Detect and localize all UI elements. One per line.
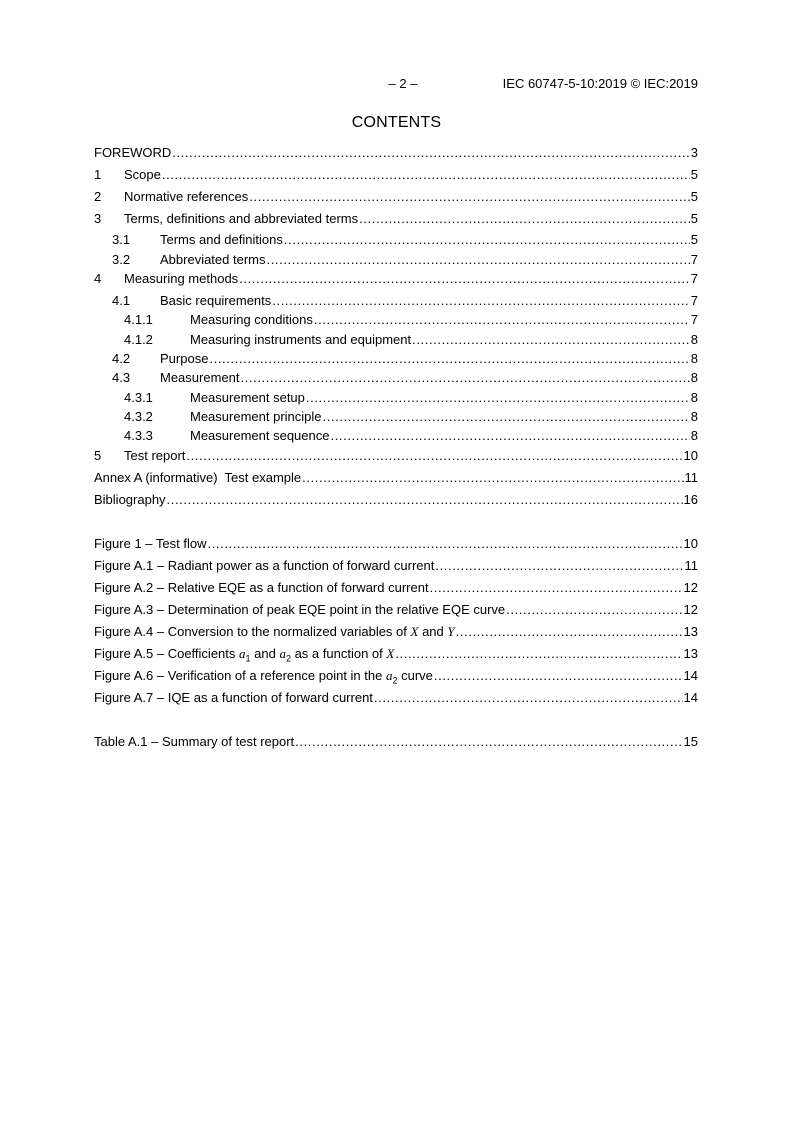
dot-leader	[249, 188, 689, 206]
toc-entry-measuring-conditions[interactable]	[124, 311, 698, 329]
dot-leader	[435, 557, 683, 575]
dot-leader	[359, 210, 690, 228]
dot-leader	[323, 408, 690, 426]
toc-page: 7	[690, 293, 698, 308]
label-text: Figure A.5 – Coefficients	[94, 646, 240, 661]
toc-label: Abbreviated terms	[160, 252, 266, 267]
toc-number: 4.1	[112, 293, 131, 308]
toc-entry-purpose[interactable]	[112, 350, 698, 368]
toc-page: 13	[683, 624, 698, 639]
toc-number: 4	[94, 271, 102, 286]
dot-leader	[306, 389, 690, 407]
toc-page: 5	[690, 189, 698, 204]
subscript: 2	[392, 675, 398, 686]
dot-leader	[172, 144, 689, 162]
toc-entry-measuring-methods[interactable]	[94, 270, 698, 288]
label-text: Figure A.6 – Verification of a reference point in the	[94, 668, 386, 683]
toc-number: 3.2	[112, 252, 131, 267]
toc-label	[94, 645, 394, 668]
toc-number: 1	[94, 167, 102, 182]
toc-number: 4.3.2	[124, 409, 153, 424]
dot-leader	[240, 369, 689, 387]
toc-page: 5	[690, 211, 698, 226]
dot-leader	[434, 667, 683, 685]
dot-leader	[506, 601, 682, 619]
toc-entry-scope[interactable]	[94, 166, 698, 184]
dot-leader	[162, 166, 690, 184]
variable-x: X	[410, 624, 419, 639]
toc-label: Table A.1 – Summary of test report	[94, 734, 295, 749]
toc-number: 4.3.3	[124, 428, 153, 443]
contents-title: CONTENTS	[351, 114, 442, 131]
toc-label: Measurement sequence	[190, 428, 330, 443]
toc-page: 11	[684, 470, 698, 485]
toc-entry-measurement-sequence[interactable]	[124, 427, 698, 445]
toc-label: Measuring conditions	[190, 312, 313, 327]
subscript: 1	[245, 653, 251, 664]
variable-x: X	[386, 646, 395, 661]
toc-label: Figure A.1 – Radiant power as a function of forward current	[94, 558, 435, 573]
toc-entry-normative-references[interactable]	[94, 188, 698, 206]
dot-leader	[267, 251, 690, 269]
toc-entry-terms-definitions[interactable]	[112, 231, 698, 249]
toc-number: 4.1.2	[124, 332, 153, 347]
toc-entry-figure-a2[interactable]	[94, 579, 698, 597]
toc-entry-measuring-instruments[interactable]	[124, 331, 698, 349]
toc-page: 10	[683, 448, 698, 463]
toc-page: 5	[690, 232, 698, 247]
variable-y: Y	[447, 624, 455, 639]
toc-page: 8	[690, 351, 698, 366]
toc-label: Purpose	[160, 351, 209, 366]
toc-number: 5	[94, 448, 102, 463]
toc-entry-figure-a7[interactable]	[94, 689, 698, 707]
toc-page: 14	[683, 668, 698, 683]
toc-entry-measurement-setup[interactable]	[124, 389, 698, 407]
toc-page: 7	[690, 312, 698, 327]
toc-label: Figure A.7 – IQE as a function of forward current	[94, 690, 373, 705]
toc-label: Measuring methods	[124, 271, 239, 286]
toc-entry-measurement-principle[interactable]	[124, 408, 698, 426]
toc-page: 3	[690, 145, 698, 160]
dot-leader	[167, 491, 683, 509]
toc-entry-foreword[interactable]	[94, 144, 698, 162]
document-reference: IEC 60747-5-10:2019 © IEC:2019	[502, 76, 698, 91]
dot-leader	[272, 292, 689, 310]
toc-number: 4.3.1	[124, 390, 153, 405]
toc-label: Basic requirements	[160, 293, 272, 308]
label-text: and	[418, 624, 448, 639]
dot-leader	[456, 623, 683, 641]
toc-entry-figure-a5[interactable]	[94, 645, 698, 663]
dot-leader	[314, 311, 690, 329]
toc-page: 15	[683, 734, 698, 749]
toc-page: 8	[690, 332, 698, 347]
toc-entry-figure-a6[interactable]	[94, 667, 698, 685]
toc-label: Measurement setup	[190, 390, 305, 405]
toc-entry-test-report[interactable]	[94, 447, 698, 465]
toc-page: 8	[690, 428, 698, 443]
toc-number: 2	[94, 189, 102, 204]
dot-leader	[374, 689, 683, 707]
toc-label: Figure 1 – Test flow	[94, 536, 207, 551]
toc-label: Terms and definitions	[160, 232, 283, 247]
label-text: and	[250, 646, 280, 661]
toc-page: 8	[690, 409, 698, 424]
page-number: – 2 –	[388, 76, 418, 91]
dot-leader	[207, 535, 682, 553]
toc-label: Bibliography	[94, 492, 166, 507]
variable-a: a	[279, 646, 286, 661]
dot-leader	[239, 270, 690, 288]
toc-entry-figure-1[interactable]	[94, 535, 698, 553]
toc-number: 3	[94, 211, 102, 226]
toc-label: Measurement	[160, 370, 240, 385]
dot-leader	[284, 231, 690, 249]
variable-a: a	[385, 668, 393, 683]
toc-label: Figure A.2 – Relative EQE as a function of forward current	[94, 580, 429, 595]
dot-leader	[209, 350, 689, 368]
toc-label: Terms, definitions and abbreviated terms	[124, 211, 359, 226]
dot-leader	[330, 427, 689, 445]
toc-entry-table-a1[interactable]	[94, 733, 698, 751]
label-text: as a function of	[290, 646, 387, 661]
toc-entry-figure-a1[interactable]	[94, 557, 698, 575]
variable-a: a	[239, 646, 246, 661]
toc-page: 16	[683, 492, 698, 507]
toc-entry-abbreviated-terms[interactable]	[112, 251, 698, 269]
toc-number: 4.1.1	[124, 312, 153, 327]
toc-entry-measurement[interactable]	[112, 369, 698, 387]
toc-page: 7	[690, 271, 698, 286]
toc-entry-figure-a3[interactable]	[94, 601, 698, 619]
toc-label: Normative references	[124, 189, 249, 204]
toc-page: 10	[683, 536, 698, 551]
toc-page: 13	[683, 646, 698, 661]
toc-number: 4.3	[112, 370, 131, 385]
toc-label: Measurement principle	[190, 409, 322, 424]
dot-leader	[295, 733, 682, 751]
label-text: curve	[397, 668, 433, 683]
toc-label: Figure A.3 – Determination of peak EQE point in the relative EQE curve	[94, 602, 506, 617]
toc-page: 8	[690, 390, 698, 405]
dot-leader	[430, 579, 683, 597]
dot-leader	[395, 645, 682, 663]
subscript: 2	[285, 653, 291, 664]
toc-page: 8	[690, 370, 698, 385]
toc-entry-basic-requirements[interactable]	[112, 292, 698, 310]
dot-leader	[412, 331, 690, 349]
toc-entry-terms[interactable]	[94, 210, 698, 228]
toc-label: Scope	[124, 167, 161, 182]
toc-page: 11	[684, 558, 698, 573]
toc-page: 14	[683, 690, 698, 705]
toc-label	[94, 623, 455, 641]
toc-label: Measuring instruments and equipment	[190, 332, 412, 347]
label-text: Figure A.4 – Conversion to the normalized variables of	[94, 624, 411, 639]
toc-label: Test report	[124, 448, 186, 463]
toc-label: Annex A (informative) Test example	[94, 470, 302, 485]
toc-number: 3.1	[112, 232, 131, 247]
toc-label	[94, 667, 433, 690]
toc-page: 5	[690, 167, 698, 182]
toc-page: 12	[683, 602, 698, 617]
toc-number: 4.2	[112, 351, 131, 366]
dot-leader	[186, 447, 682, 465]
dot-leader	[302, 469, 683, 487]
toc-entry-bibliography[interactable]	[94, 491, 698, 509]
toc-page: 12	[683, 580, 698, 595]
toc-entry-figure-a4[interactable]	[94, 623, 698, 641]
toc-label: FOREWORD	[94, 145, 172, 160]
toc-page: 7	[690, 252, 698, 267]
toc-entry-annex-a[interactable]	[94, 469, 698, 487]
